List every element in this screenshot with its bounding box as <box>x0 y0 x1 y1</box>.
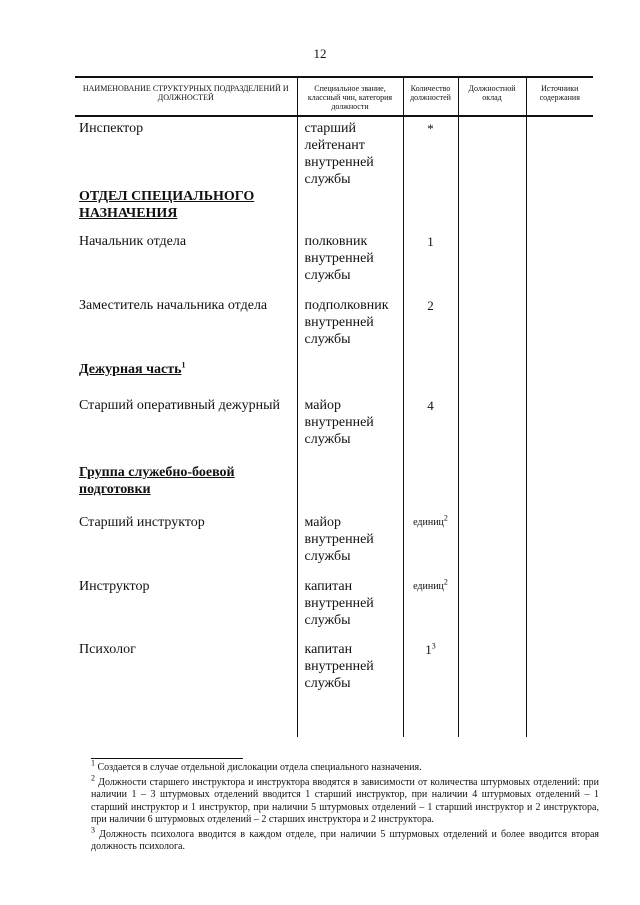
position-name: Заместитель начальника отдела <box>79 298 268 313</box>
section-heading-row <box>75 188 593 233</box>
header-rank: Специальное звание, классный чин, категория должности <box>297 77 403 116</box>
quantity-cell <box>403 297 458 361</box>
position-row <box>75 578 593 641</box>
quantity-value: * <box>427 121 434 136</box>
footnote-marker: 2 <box>443 577 448 587</box>
quantity-cell <box>403 116 458 188</box>
staff-table <box>75 76 593 737</box>
position-name: Старший оперативный дежурный <box>79 398 280 413</box>
header-funding-source: Источники содержания <box>526 77 593 116</box>
footnote-number: 2 <box>91 773 95 783</box>
funding-source-cell <box>526 361 593 397</box>
rank-cell <box>297 514 403 578</box>
rank-cell <box>297 397 403 464</box>
salary-cell <box>458 116 526 188</box>
funding-source-cell <box>526 514 593 578</box>
salary-cell <box>458 397 526 464</box>
quantity-cell <box>403 464 458 514</box>
footnote-number: 1 <box>91 758 95 768</box>
position-name: Инструктор <box>79 579 150 594</box>
footnote-divider <box>91 758 243 759</box>
quantity-value: 1 <box>425 642 432 657</box>
position-name-cell <box>75 464 297 514</box>
table-body <box>75 116 593 737</box>
position-row <box>75 514 593 578</box>
funding-source-cell <box>526 464 593 514</box>
section-title: Группа служебно-боевой подготовки <box>79 465 235 497</box>
salary-cell <box>458 514 526 578</box>
position-name-cell <box>75 361 297 397</box>
position-name-cell <box>75 188 297 233</box>
footnote-marker: 1 <box>181 360 186 370</box>
footnote-marker: 3 <box>431 641 436 651</box>
footnote-marker: 2 <box>443 513 448 523</box>
staff-table-container <box>75 76 593 740</box>
salary-cell <box>458 361 526 397</box>
section-heading-row <box>75 361 593 397</box>
funding-source-cell <box>526 578 593 641</box>
section-heading-row <box>75 464 593 514</box>
rank-text: подполковник внутренней службы <box>304 298 389 347</box>
funding-source-cell <box>526 397 593 464</box>
quantity-value: 1 <box>427 234 434 249</box>
quantity-cell <box>403 188 458 233</box>
position-row <box>75 297 593 361</box>
footnote-number: 3 <box>91 825 95 835</box>
position-name: Инспектор <box>79 121 144 136</box>
position-name-cell <box>75 641 297 737</box>
rank-cell <box>297 233 403 297</box>
funding-source-cell <box>526 297 593 361</box>
footnote <box>91 758 599 775</box>
salary-cell <box>458 297 526 361</box>
quantity-cell <box>403 361 458 397</box>
header-quantity: Количество должностей <box>403 77 458 116</box>
footnote-text: Должности старшего инструктора и инструктора вводятся в зависимости от количества штурмовых отделений: при наличии 1 – 3 штурмовых отделений вводится 1 старший инструктор, при наличии 4 штурмовых отделений – 1 старший инструктор и 1 инструктор, при наличии 5 штурмовых отделений – 1 старший инструктор и 2 инструктора, при наличии 6 штурмовых отделений – 2 старших инструктора и 2 инструктора. <box>91 776 599 825</box>
header-unit-name: НАИМЕНОВАНИЕ СТРУКТУРНЫХ ПОДРАЗДЕЛЕНИЙ И ДОЛЖНОСТЕЙ <box>75 77 297 116</box>
quantity-cell <box>403 578 458 641</box>
rank-cell <box>297 188 403 233</box>
rank-text: капитан внутренней службы <box>304 642 374 691</box>
quantity-cell <box>403 641 458 737</box>
position-name: Старший инструктор <box>79 515 205 530</box>
position-name-cell <box>75 233 297 297</box>
funding-source-cell <box>526 116 593 188</box>
footnote-text: Создается в случае отдельной дислокации отдела специального назначения. <box>97 762 422 773</box>
salary-cell <box>458 464 526 514</box>
section-title: Дежурная часть <box>79 362 182 377</box>
quantity-cell <box>403 233 458 297</box>
position-row <box>75 641 593 737</box>
position-name: Психолог <box>79 642 136 657</box>
salary-cell <box>458 233 526 297</box>
section-title: ОТДЕЛ СПЕЦИАЛЬНОГО НАЗНАЧЕНИЯ <box>79 189 255 221</box>
position-name-cell <box>75 297 297 361</box>
quantity-value: единиц <box>413 581 444 592</box>
footnote <box>91 825 599 854</box>
rank-cell <box>297 641 403 737</box>
position-name: Начальник отдела <box>79 234 187 249</box>
funding-source-cell <box>526 641 593 737</box>
rank-text: майор внутренней службы <box>304 398 374 447</box>
footnotes <box>91 758 599 854</box>
rank-text: полковник внутренней службы <box>304 234 374 283</box>
rank-cell <box>297 297 403 361</box>
funding-source-cell <box>526 188 593 233</box>
header-salary: Должностной оклад <box>458 77 526 116</box>
position-row <box>75 233 593 297</box>
salary-cell <box>458 188 526 233</box>
rank-text: старший лейтенант внутренней службы <box>304 121 374 187</box>
salary-cell <box>458 578 526 641</box>
position-name-cell <box>75 397 297 464</box>
position-row <box>75 116 593 188</box>
quantity-value: единиц <box>413 517 444 528</box>
position-name-cell <box>75 116 297 188</box>
rank-cell <box>297 464 403 514</box>
rank-cell <box>297 578 403 641</box>
quantity-cell <box>403 514 458 578</box>
rank-cell <box>297 361 403 397</box>
position-name-cell <box>75 578 297 641</box>
rank-text: майор внутренней службы <box>304 515 374 564</box>
footnote <box>91 773 599 827</box>
quantity-cell <box>403 397 458 464</box>
salary-cell <box>458 641 526 737</box>
footnote-text: Должность психолога вводится в каждом отделе, при наличии 5 штурмовых отделений и более вводится вторая должность психолога. <box>91 828 599 852</box>
rank-text: капитан внутренней службы <box>304 579 374 628</box>
quantity-value: 2 <box>427 298 434 313</box>
page-number: 12 <box>313 46 327 61</box>
quantity-value: 4 <box>427 398 434 413</box>
position-row <box>75 397 593 464</box>
table-header-row <box>75 77 593 116</box>
position-name-cell <box>75 514 297 578</box>
funding-source-cell <box>526 233 593 297</box>
rank-cell <box>297 116 403 188</box>
